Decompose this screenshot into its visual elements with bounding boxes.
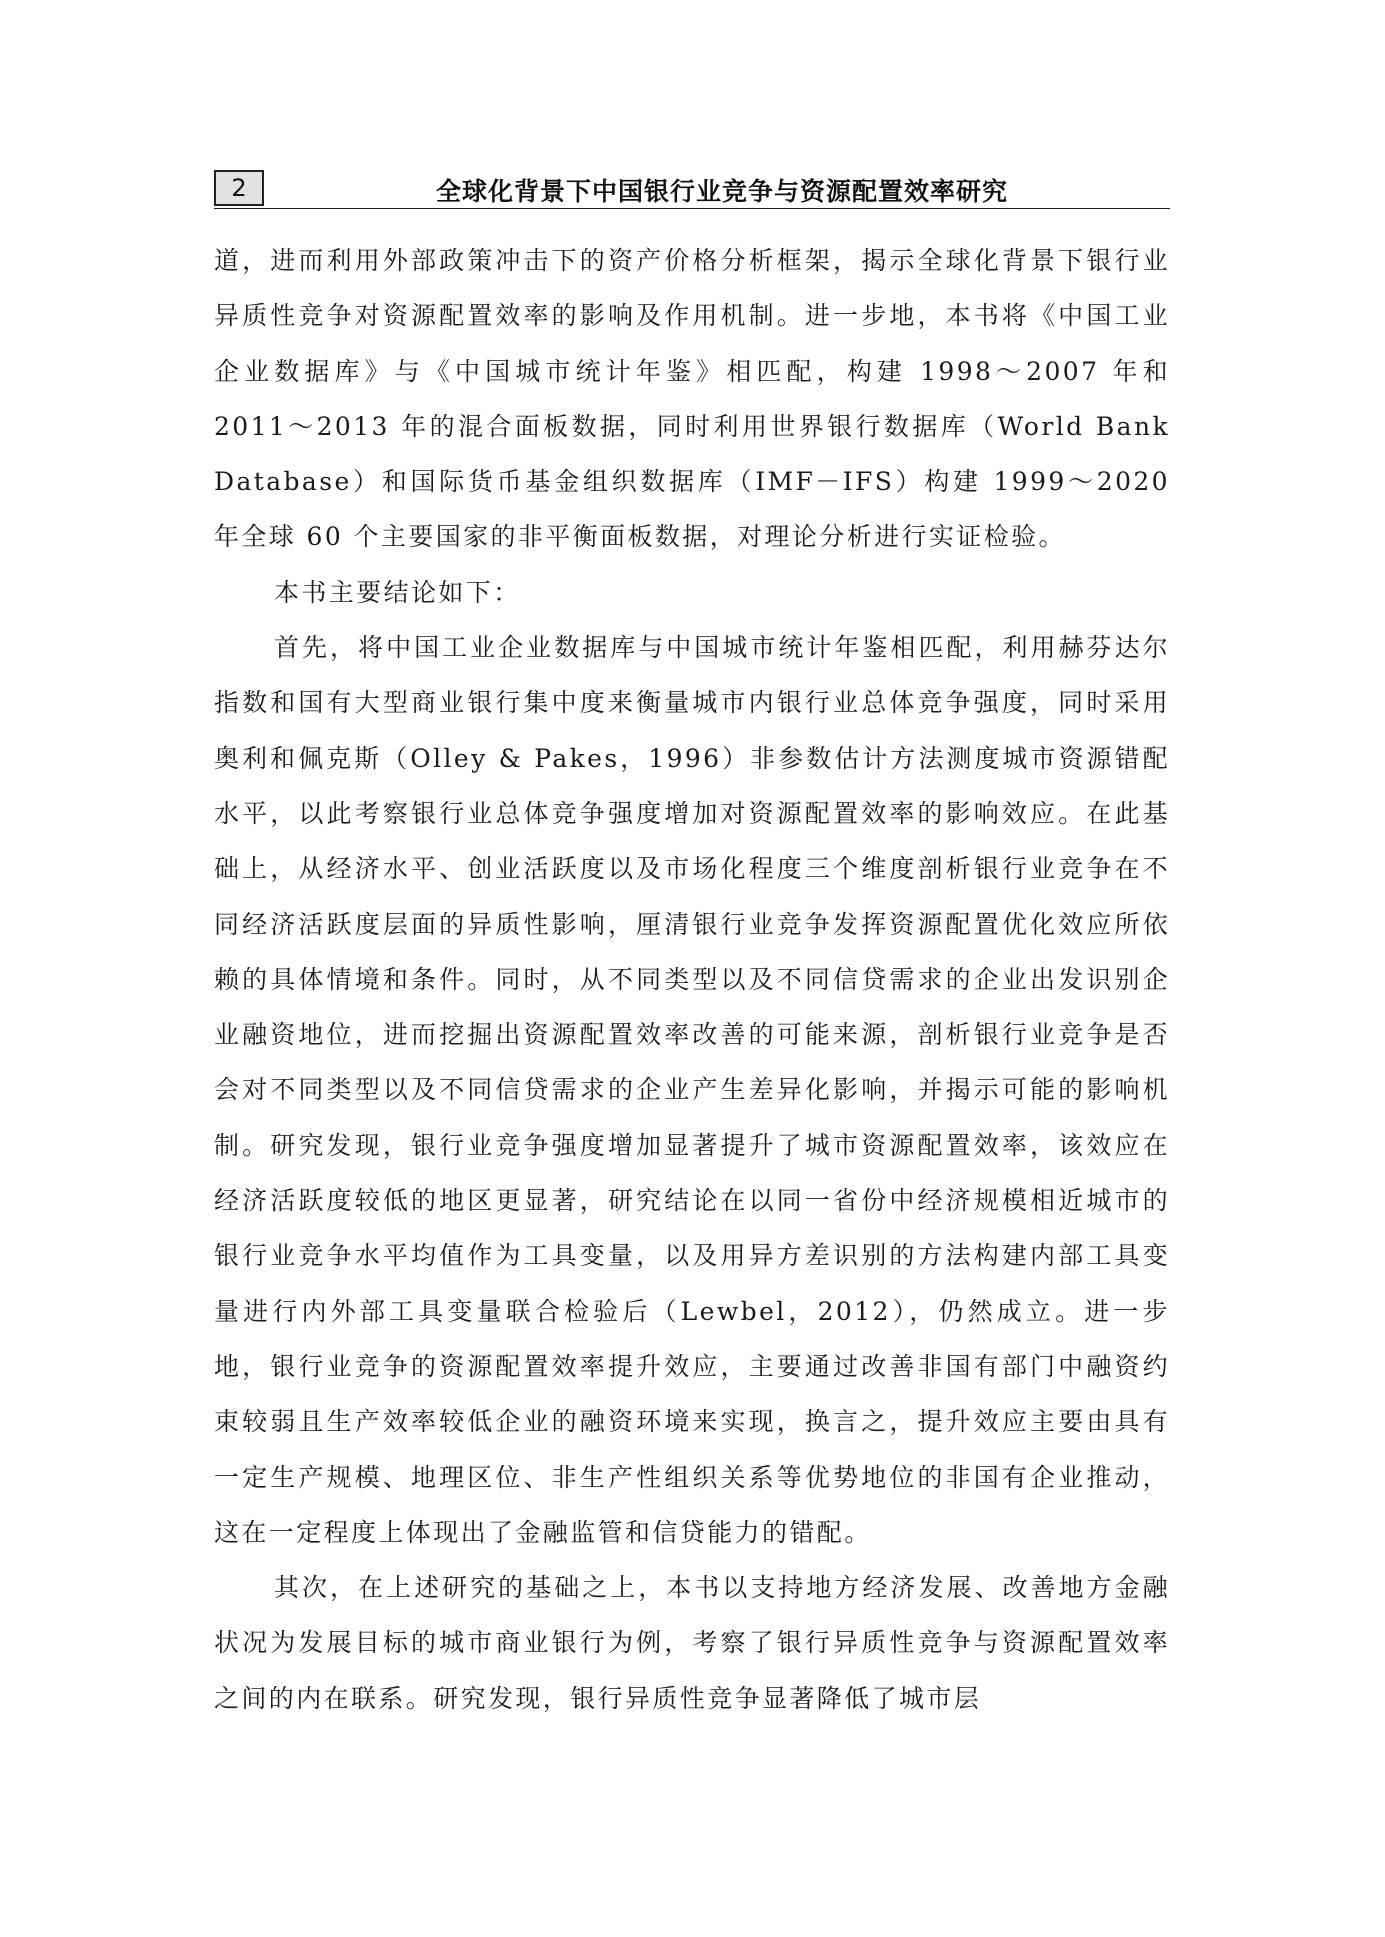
page-number: 2 (214, 170, 264, 206)
page-header (214, 170, 1170, 210)
paragraph-second-finding: 其次，在上述研究的基础之上，本书以支持地方经济发展、改善地方金融状况为发展目标的城市商业银行为例，考察了银行异质性竞争与资源配置效率之间的内在联系。研究发现，银行异质性竞争显著降低了城市层 (214, 1573, 1170, 1713)
paragraph-conclusions-intro: 本书主要结论如下： (274, 577, 521, 607)
header-rule (214, 208, 1170, 209)
running-title: 全球化背景下中国银行业竞争与资源配置效率研究 (435, 177, 1008, 206)
paragraph-first-finding: 首先，将中国工业企业数据库与中国城市统计年鉴相匹配，利用赫芬达尔指数和国有大型商业银行集中度来衡量城市内银行业总体竞争强度，同时采用奥利和佩克斯（Olley & Pakes，1996）非参数估计方法测度城市资源错配水平，以此考察银行业总体竞争强度增加对资源配置效率的影响效应。在此基础上，从经济水平、创业活跃度以及市场化程度三个维度剖析银行业竞争在不同经济活跃度层面的异质性影响，厘清银行业竞争发挥资源配置优化效应所依赖的具体情境和条件。同时，从不同类型以及不同信贷需求的企业出发识别企业融资地位，进而挖掘出资源配置效率改善的可能来源，剖析银行业竞争是否会对不同类型以及不同信贷需求的企业产生差异化影响，并揭示可能的影响机制。研究发现，银行业竞争强度增加显著提升了城市资源配置效率，该效应在经济活跃度较低的地区更显著，研究结论在以同一省份中经济规模相近城市的银行业竞争水平均值作为工具变量，以及用异方差识别的方法构建内部工具变量进行内外部工具变量联合检验后（Lewbel，2012），仍然成立。进一步地，银行业竞争的资源配置效率提升效应，主要通过改善非国有部门中融资约束较弱且生产效率较低企业的融资环境来实现，换言之，提升效应主要由具有一定生产规模、地理区位、非生产性组织关系等优势地位的非国有企业推动，这在一定程度上体现出了金融监管和信贷能力的错配。 (214, 633, 1170, 1547)
paragraph-continued: 道，进而利用外部政策冲击下的资产价格分析框架，揭示全球化背景下银行业异质性竞争对资源配置效率的影响及作用机制。进一步地，本书将《中国工业企业数据库》与《中国城市统计年鉴》相匹配，构建 1998～2007 年和 2011～2013 年的混合面板数据，同时利用世界银行数据库（World Bank Database）和国际货币基金组织数据库（IMF－IFS）构建 1999～2020 年全球 60 个主要国家的非平衡面板数据，对理论分析进行实证检验。 (214, 246, 1170, 552)
body-text (214, 233, 1170, 1726)
